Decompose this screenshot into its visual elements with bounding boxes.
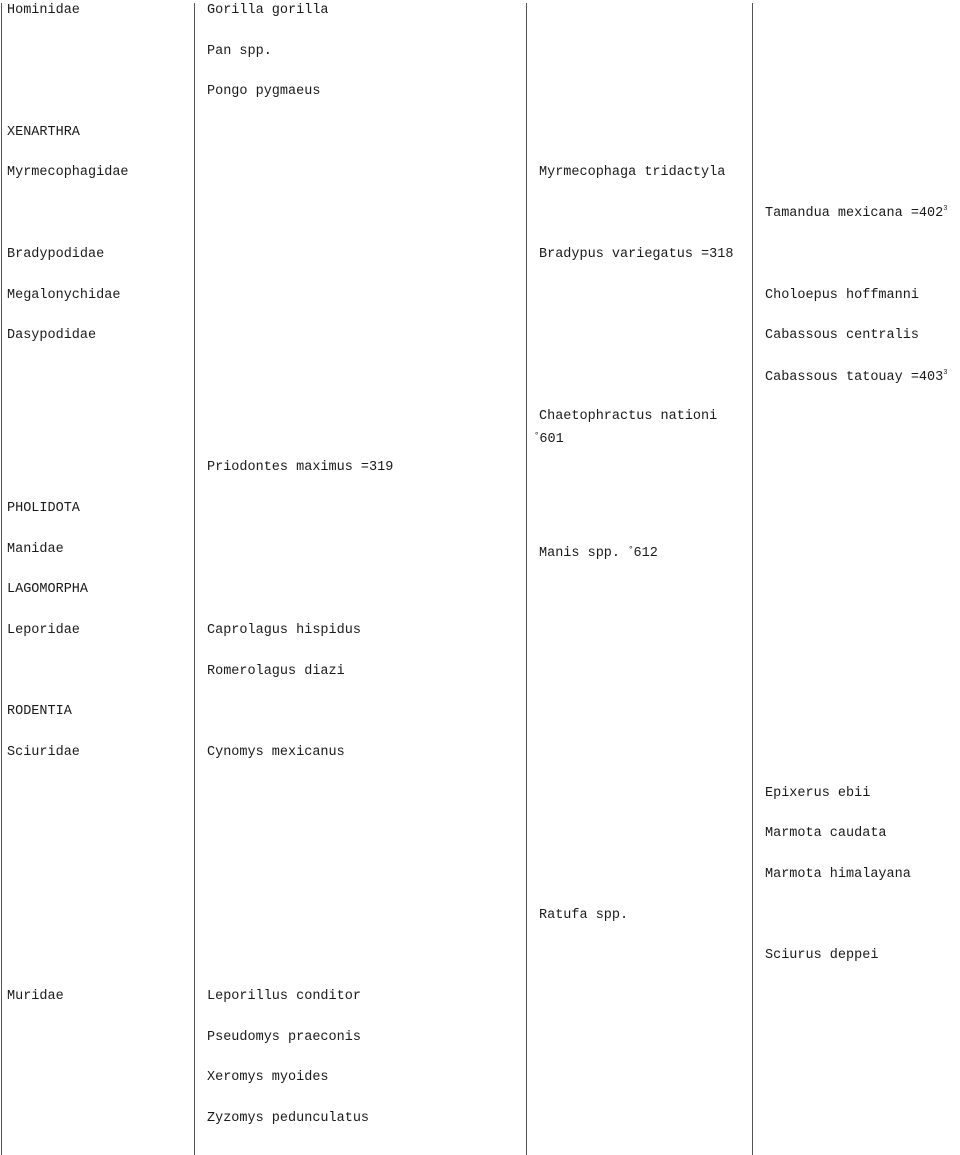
family-dasypodidae: Dasypodidae: [7, 328, 97, 343]
species-sciurus-deppei: Sciurus deppei: [765, 948, 879, 963]
species-ratufa-spp: Ratufa spp.: [539, 908, 629, 923]
family-leporidae: Leporidae: [7, 623, 80, 638]
species-cabassous-tatouay: [765, 369, 947, 387]
species-chaetophractus-nationi: Chaetophractus nationi: [539, 409, 718, 424]
family-bradypodidae: Bradypodidae: [7, 247, 105, 262]
species-xeromys-myoides: Xeromys myoides: [207, 1070, 329, 1085]
family-sciuridae: Sciuridae: [7, 745, 80, 760]
species-marmota-himalayana: Marmota himalayana: [765, 867, 911, 882]
species-cynomys-mexicanus: Cynomys mexicanus: [207, 745, 345, 760]
superscript-note: 3: [943, 369, 948, 377]
family-manidae: Manidae: [7, 542, 64, 557]
superscript-note: 3: [943, 205, 948, 213]
species-manis-spp: [539, 541, 658, 563]
species-cabassous-centralis: Cabassous centralis: [765, 328, 919, 343]
species-pan-spp: Pan spp.: [207, 44, 272, 59]
column-divider-left: [1, 3, 2, 1155]
degree-mark: °: [628, 545, 634, 555]
family-muridae: Muridae: [7, 989, 64, 1004]
column-divider-3: [752, 3, 753, 1155]
order-xenarthra: XENARTHRA: [7, 125, 80, 140]
order-lagomorpha: LAGOMORPHA: [7, 582, 89, 597]
species-marmota-caudata: Marmota caudata: [765, 826, 887, 841]
species-pseudomys-praeconis: Pseudomys praeconis: [207, 1030, 361, 1045]
species-epixerus-ebii: Epixerus ebii: [765, 786, 871, 801]
species-caprolagus-hispidus: Caprolagus hispidus: [207, 623, 361, 638]
species-leporillus-conditor: Leporillus conditor: [207, 989, 361, 1004]
family-megalonychidae: Megalonychidae: [7, 288, 121, 303]
order-pholidota: PHOLIDOTA: [7, 501, 80, 516]
column-divider-1: [194, 3, 195, 1155]
species-priodontes-maximus: Priodontes maximus =319: [207, 460, 394, 475]
family-myrmecophagidae: Myrmecophagidae: [7, 165, 129, 180]
species-choloepus-hoffmanni: Choloepus hoffmanni: [765, 288, 919, 303]
species-pongo-pygmaeus: Pongo pygmaeus: [207, 84, 321, 99]
species-name: Cabassous tatouay =403: [765, 370, 944, 385]
species-romerolagus-diazi: Romerolagus diazi: [207, 664, 345, 679]
species-name: Tamandua mexicana =402: [765, 206, 944, 221]
order-rodentia: RODENTIA: [7, 704, 72, 719]
degree-mark: °: [534, 431, 540, 441]
note-ref: 612: [633, 546, 658, 561]
species-bradypus-variegatus: Bradypus variegatus =318: [539, 247, 734, 262]
species-name: Manis spp.: [539, 546, 621, 561]
column-divider-2: [526, 3, 527, 1155]
chaetophractus-note: [534, 427, 564, 449]
note-ref: 601: [539, 432, 564, 447]
species-gorilla-gorilla: Gorilla gorilla: [207, 3, 329, 18]
species-myrmecophaga-tridactyla: Myrmecophaga tridactyla: [539, 165, 726, 180]
family-hominidae: Hominidae: [7, 3, 80, 18]
species-zyzomys-pedunculatus: Zyzomys pedunculatus: [207, 1111, 370, 1126]
species-tamandua-mexicana: [765, 205, 947, 223]
